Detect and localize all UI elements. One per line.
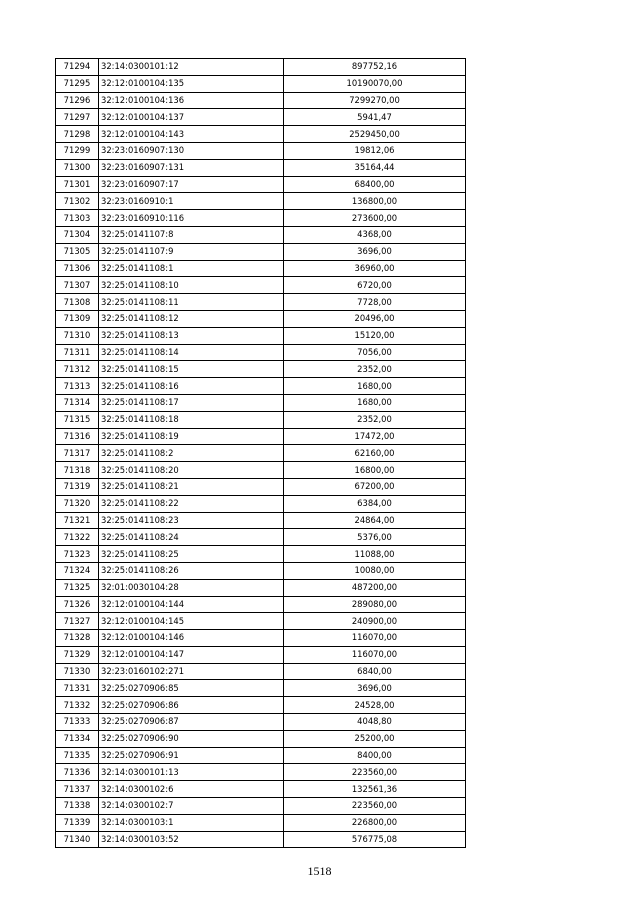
table-row: [56, 546, 466, 563]
cadastral-value-cell: 223560,00: [284, 798, 466, 815]
row-number-cell: 71298: [56, 126, 99, 143]
row-number-cell: 71336: [56, 764, 99, 781]
row-number-cell: 71339: [56, 814, 99, 831]
cadastral-number-cell: 32:14:0300101:13: [99, 764, 284, 781]
table-row: [56, 176, 466, 193]
row-number-cell: 71334: [56, 730, 99, 747]
table-row: [56, 243, 466, 260]
cadastral-number-cell: 32:25:0141108:1: [99, 260, 284, 277]
row-number-cell: 71304: [56, 226, 99, 243]
cadastral-number-cell: 32:23:0160102:271: [99, 663, 284, 680]
cadastral-number-cell: 32:25:0141108:20: [99, 462, 284, 479]
table-row: [56, 680, 466, 697]
table-row: [56, 277, 466, 294]
table-row: [56, 613, 466, 630]
row-number-cell: 71296: [56, 92, 99, 109]
cadastral-value-cell: 6720,00: [284, 277, 466, 294]
table-row: [56, 697, 466, 714]
table-row: [56, 495, 466, 512]
cadastral-number-cell: 32:14:0300102:7: [99, 798, 284, 815]
table-row: [56, 445, 466, 462]
table-row: [56, 394, 466, 411]
row-number-cell: 71302: [56, 193, 99, 210]
cadastral-value-cell: 24864,00: [284, 512, 466, 529]
table-row: [56, 630, 466, 647]
cadastral-value-cell: 273600,00: [284, 210, 466, 227]
cadastral-value-cell: 289080,00: [284, 596, 466, 613]
table-row: [56, 462, 466, 479]
table-row: [56, 378, 466, 395]
cadastral-number-cell: 32:25:0141108:25: [99, 546, 284, 563]
row-number-cell: 71321: [56, 512, 99, 529]
cadastral-number-cell: 32:25:0141108:26: [99, 562, 284, 579]
cadastral-number-cell: 32:25:0141108:2: [99, 445, 284, 462]
table-row: [56, 428, 466, 445]
cadastral-value-cell: 17472,00: [284, 428, 466, 445]
cadastral-value-cell: 67200,00: [284, 478, 466, 495]
cadastral-value-cell: 240900,00: [284, 613, 466, 630]
cadastral-value-cell: 897752,16: [284, 59, 466, 76]
table-row: [56, 478, 466, 495]
table-row: [56, 512, 466, 529]
table-row: [56, 529, 466, 546]
cadastral-number-cell: 32:23:0160907:17: [99, 176, 284, 193]
row-number-cell: 71315: [56, 411, 99, 428]
cadastral-value-cell: 6840,00: [284, 663, 466, 680]
row-number-cell: 71331: [56, 680, 99, 697]
cadastral-value-cell: 223560,00: [284, 764, 466, 781]
cadastral-number-cell: 32:25:0141108:12: [99, 310, 284, 327]
row-number-cell: 71314: [56, 394, 99, 411]
cadastral-number-cell: 32:25:0270906:86: [99, 697, 284, 714]
cadastral-value-cell: 3696,00: [284, 243, 466, 260]
row-number-cell: 71327: [56, 613, 99, 630]
cadastral-value-cell: 4048,80: [284, 714, 466, 731]
cadastral-value-cell: 7728,00: [284, 294, 466, 311]
cadastral-number-cell: 32:14:0300103:1: [99, 814, 284, 831]
cadastral-number-cell: 32:23:0160910:116: [99, 210, 284, 227]
cadastral-number-cell: 32:12:0100104:143: [99, 126, 284, 143]
row-number-cell: 71333: [56, 714, 99, 731]
cadastral-value-cell: 226800,00: [284, 814, 466, 831]
cadastral-number-cell: 32:25:0141107:8: [99, 226, 284, 243]
cadastral-number-cell: 32:25:0141108:19: [99, 428, 284, 445]
table-row: [56, 210, 466, 227]
cadastral-value-cell: 576775,08: [284, 831, 466, 848]
cadastral-number-cell: 32:25:0141108:24: [99, 529, 284, 546]
cadastral-value-cell: 15120,00: [284, 327, 466, 344]
cadastral-number-cell: 32:25:0270906:85: [99, 680, 284, 697]
cadastral-number-cell: 32:25:0141108:23: [99, 512, 284, 529]
cadastral-number-cell: 32:12:0100104:147: [99, 646, 284, 663]
row-number-cell: 71295: [56, 75, 99, 92]
cadastral-number-cell: 32:25:0270906:90: [99, 730, 284, 747]
row-number-cell: 71324: [56, 562, 99, 579]
table-row: [56, 126, 466, 143]
table-row: [56, 663, 466, 680]
cadastral-value-cell: 3696,00: [284, 680, 466, 697]
row-number-cell: 71312: [56, 361, 99, 378]
row-number-cell: 71303: [56, 210, 99, 227]
cadastral-value-cell: 24528,00: [284, 697, 466, 714]
cadastral-number-cell: 32:25:0141108:14: [99, 344, 284, 361]
table-row: [56, 294, 466, 311]
row-number-cell: 71310: [56, 327, 99, 344]
row-number-cell: 71294: [56, 59, 99, 76]
cadastral-value-cell: 11088,00: [284, 546, 466, 563]
row-number-cell: 71299: [56, 142, 99, 159]
cadastral-number-cell: 32:23:0160907:131: [99, 159, 284, 176]
cadastral-number-cell: 32:25:0141108:15: [99, 361, 284, 378]
cadastral-value-cell: 10080,00: [284, 562, 466, 579]
cadastral-value-cell: 8400,00: [284, 747, 466, 764]
row-number-cell: 71338: [56, 798, 99, 815]
table-row: [56, 344, 466, 361]
row-number-cell: 71300: [56, 159, 99, 176]
row-number-cell: 71322: [56, 529, 99, 546]
cadastral-value-cell: 5941,47: [284, 109, 466, 126]
table-row: [56, 781, 466, 798]
row-number-cell: 71329: [56, 646, 99, 663]
table-row: [56, 646, 466, 663]
row-number-cell: 71319: [56, 478, 99, 495]
row-number-cell: 71305: [56, 243, 99, 260]
table-row: [56, 798, 466, 815]
table-row: [56, 764, 466, 781]
cadastral-number-cell: 32:25:0141108:21: [99, 478, 284, 495]
cadastral-value-cell: 10190070,00: [284, 75, 466, 92]
cadastral-value-cell: 7056,00: [284, 344, 466, 361]
cadastral-value-cell: 132561,36: [284, 781, 466, 798]
row-number-cell: 71306: [56, 260, 99, 277]
row-number-cell: 71313: [56, 378, 99, 395]
table-row: [56, 596, 466, 613]
table-row: [56, 142, 466, 159]
row-number-cell: 71308: [56, 294, 99, 311]
cadastral-number-cell: 32:25:0270906:87: [99, 714, 284, 731]
cadastral-value-cell: 136800,00: [284, 193, 466, 210]
cadastral-value-cell: 116070,00: [284, 646, 466, 663]
cadastral-value-cell: 25200,00: [284, 730, 466, 747]
cadastral-number-cell: 32:25:0141108:11: [99, 294, 284, 311]
table-row: [56, 109, 466, 126]
cadastral-number-cell: 32:12:0100104:136: [99, 92, 284, 109]
table-row: [56, 831, 466, 848]
table-row: [56, 226, 466, 243]
table-body: [56, 59, 466, 848]
cadastral-number-cell: 32:25:0141108:16: [99, 378, 284, 395]
cadastral-value-cell: 5376,00: [284, 529, 466, 546]
cadastral-value-cell: 19812,06: [284, 142, 466, 159]
cadastral-number-cell: 32:25:0141108:13: [99, 327, 284, 344]
cadastral-number-cell: 32:01:0030104:28: [99, 579, 284, 596]
table-row: [56, 730, 466, 747]
table-row: [56, 327, 466, 344]
cadastral-number-cell: 32:23:0160907:130: [99, 142, 284, 159]
row-number-cell: 71332: [56, 697, 99, 714]
cadastral-number-cell: 32:12:0100104:135: [99, 75, 284, 92]
table-row: [56, 579, 466, 596]
cadastral-value-cell: 2352,00: [284, 361, 466, 378]
cadastral-number-cell: 32:25:0141108:18: [99, 411, 284, 428]
cadastral-value-table: [55, 58, 466, 848]
table-row: [56, 814, 466, 831]
table-row: [56, 92, 466, 109]
table-row: [56, 59, 466, 76]
row-number-cell: 71317: [56, 445, 99, 462]
table-row: [56, 411, 466, 428]
row-number-cell: 71323: [56, 546, 99, 563]
table-row: [56, 562, 466, 579]
row-number-cell: 71318: [56, 462, 99, 479]
cadastral-value-cell: 1680,00: [284, 394, 466, 411]
cadastral-number-cell: 32:14:0300102:6: [99, 781, 284, 798]
cadastral-value-cell: 35164,44: [284, 159, 466, 176]
cadastral-value-cell: 2352,00: [284, 411, 466, 428]
row-number-cell: 71320: [56, 495, 99, 512]
row-number-cell: 71316: [56, 428, 99, 445]
cadastral-value-cell: 36960,00: [284, 260, 466, 277]
cadastral-number-cell: 32:14:0300103:52: [99, 831, 284, 848]
table-row: [56, 260, 466, 277]
table-row: [56, 75, 466, 92]
row-number-cell: 71328: [56, 630, 99, 647]
row-number-cell: 71301: [56, 176, 99, 193]
row-number-cell: 71311: [56, 344, 99, 361]
row-number-cell: 71297: [56, 109, 99, 126]
cadastral-number-cell: 32:25:0141107:9: [99, 243, 284, 260]
cadastral-number-cell: 32:12:0100104:137: [99, 109, 284, 126]
cadastral-value-cell: 7299270,00: [284, 92, 466, 109]
row-number-cell: 71337: [56, 781, 99, 798]
row-number-cell: 71330: [56, 663, 99, 680]
cadastral-number-cell: 32:23:0160910:1: [99, 193, 284, 210]
cadastral-number-cell: 32:25:0141108:22: [99, 495, 284, 512]
page-number: 1518: [307, 864, 332, 878]
cadastral-value-cell: 1680,00: [284, 378, 466, 395]
row-number-cell: 71309: [56, 310, 99, 327]
table-row: [56, 747, 466, 764]
cadastral-value-cell: 20496,00: [284, 310, 466, 327]
cadastral-value-cell: 2529450,00: [284, 126, 466, 143]
cadastral-number-cell: 32:12:0100104:146: [99, 630, 284, 647]
row-number-cell: 71325: [56, 579, 99, 596]
cadastral-number-cell: 32:25:0141108:17: [99, 394, 284, 411]
cadastral-value-cell: 6384,00: [284, 495, 466, 512]
table-row: [56, 714, 466, 731]
table-row: [56, 159, 466, 176]
table-row: [56, 310, 466, 327]
cadastral-value-cell: 16800,00: [284, 462, 466, 479]
table-row: [56, 361, 466, 378]
cadastral-value-cell: 4368,00: [284, 226, 466, 243]
row-number-cell: 71335: [56, 747, 99, 764]
cadastral-number-cell: 32:12:0100104:145: [99, 613, 284, 630]
cadastral-value-cell: 62160,00: [284, 445, 466, 462]
cadastral-value-cell: 487200,00: [284, 579, 466, 596]
row-number-cell: 71340: [56, 831, 99, 848]
table-row: [56, 193, 466, 210]
cadastral-number-cell: 32:12:0100104:144: [99, 596, 284, 613]
row-number-cell: 71307: [56, 277, 99, 294]
cadastral-number-cell: 32:25:0141108:10: [99, 277, 284, 294]
cadastral-value-cell: 68400,00: [284, 176, 466, 193]
cadastral-number-cell: 32:25:0270906:91: [99, 747, 284, 764]
cadastral-number-cell: 32:14:0300101:12: [99, 59, 284, 76]
cadastral-value-cell: 116070,00: [284, 630, 466, 647]
row-number-cell: 71326: [56, 596, 99, 613]
